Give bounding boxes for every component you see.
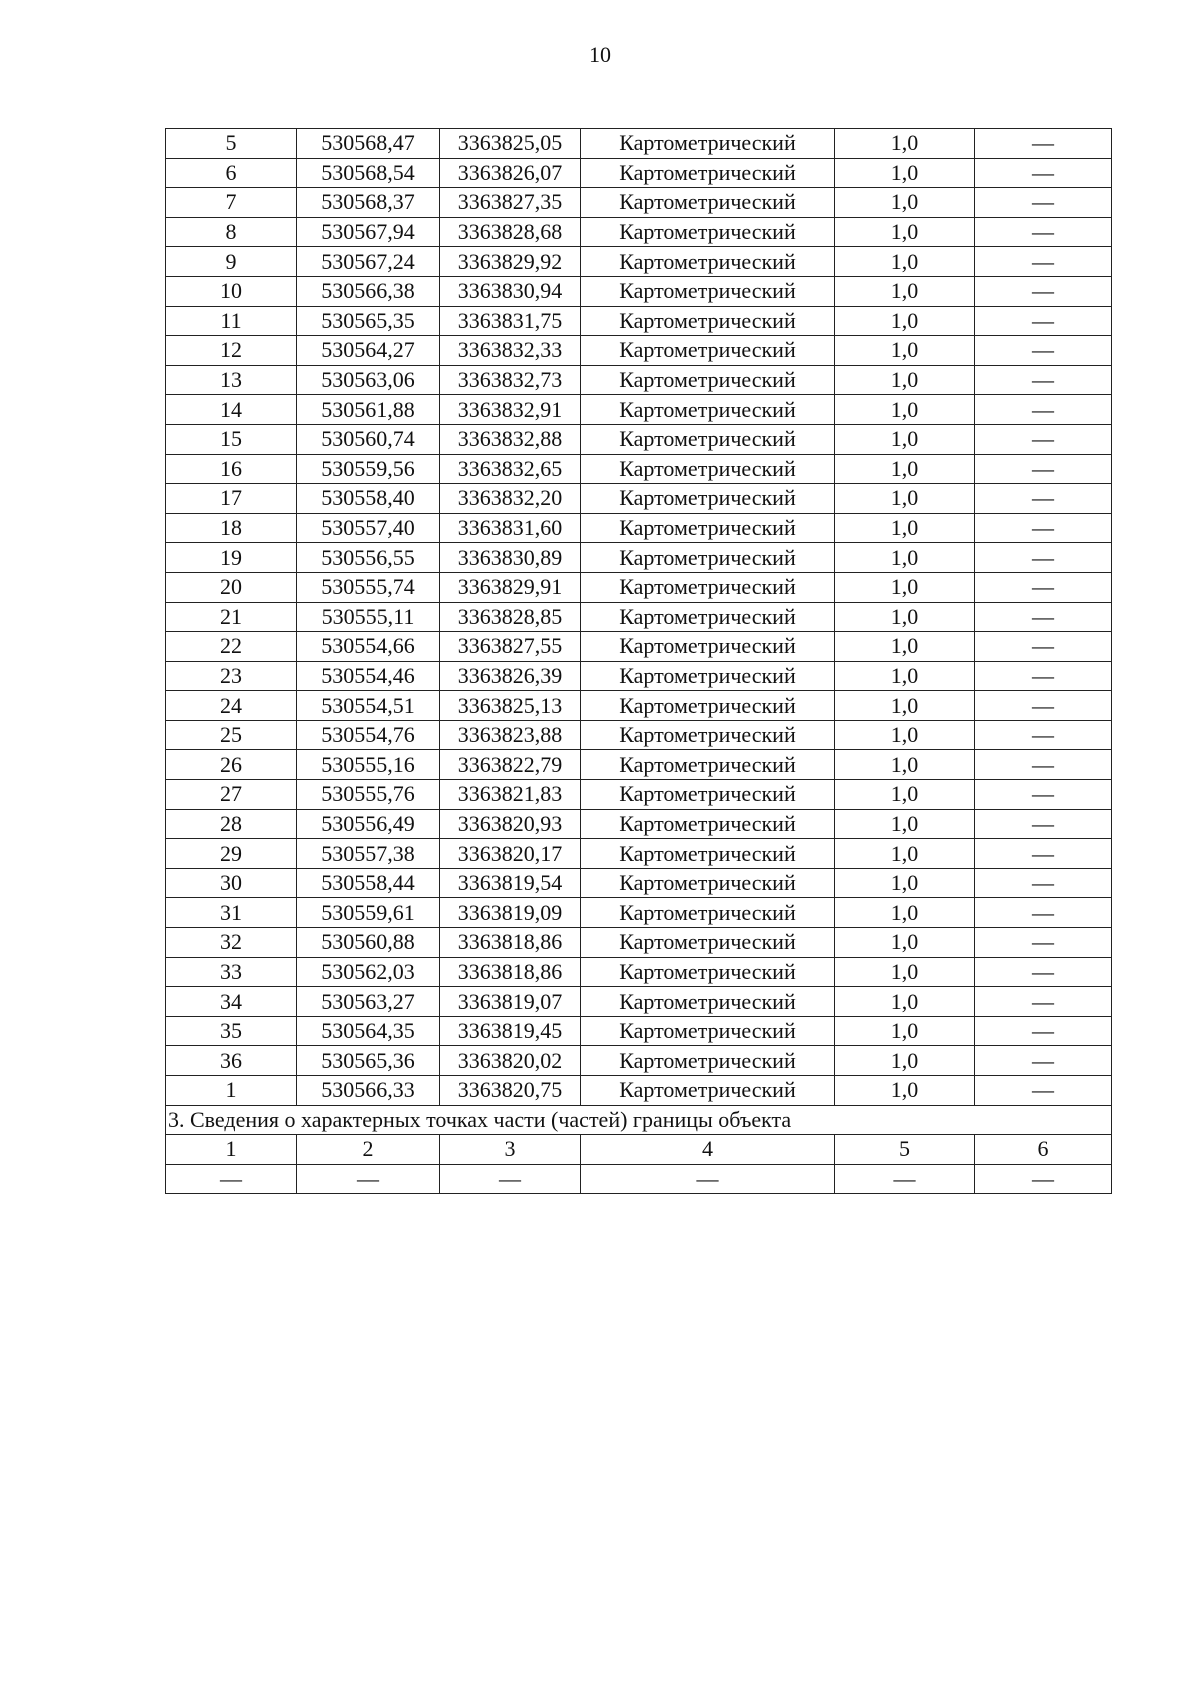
description-cell: — bbox=[975, 158, 1112, 188]
x-coordinate-cell: 530561,88 bbox=[297, 395, 440, 425]
x-coordinate-cell: 530563,27 bbox=[297, 987, 440, 1017]
precision-cell: 1,0 bbox=[835, 957, 975, 987]
y-coordinate-cell: 3363827,55 bbox=[440, 632, 581, 662]
description-cell: — bbox=[975, 336, 1112, 366]
table-row bbox=[166, 898, 1112, 928]
description-cell: — bbox=[975, 365, 1112, 395]
table-row bbox=[166, 780, 1112, 810]
method-cell: Картометрический bbox=[581, 454, 835, 484]
precision-cell: 1,0 bbox=[835, 987, 975, 1017]
description-cell: — bbox=[975, 1076, 1112, 1106]
point-number-cell: 9 bbox=[166, 247, 297, 277]
description-cell: — bbox=[975, 928, 1112, 958]
y-coordinate-cell: 3363820,75 bbox=[440, 1076, 581, 1106]
y-coordinate-cell: 3363826,39 bbox=[440, 661, 581, 691]
precision-cell: 1,0 bbox=[835, 158, 975, 188]
table-row bbox=[166, 809, 1112, 839]
table-row bbox=[166, 158, 1112, 188]
x-coordinate-cell: 530555,76 bbox=[297, 780, 440, 810]
table-row bbox=[166, 188, 1112, 218]
description-cell: — bbox=[975, 513, 1112, 543]
precision-cell: 1,0 bbox=[835, 691, 975, 721]
x-coordinate-cell: 530565,35 bbox=[297, 306, 440, 336]
section3-title: 3. Сведения о характерных точках части (частей) границы объекта bbox=[166, 1105, 1112, 1135]
method-cell: Картометрический bbox=[581, 661, 835, 691]
table-row bbox=[166, 424, 1112, 454]
empty-cell: — bbox=[581, 1164, 835, 1194]
precision-cell: 1,0 bbox=[835, 809, 975, 839]
column-number-cell: 4 bbox=[581, 1135, 835, 1165]
y-coordinate-cell: 3363823,88 bbox=[440, 720, 581, 750]
precision-cell: 1,0 bbox=[835, 750, 975, 780]
point-number-cell: 13 bbox=[166, 365, 297, 395]
precision-cell: 1,0 bbox=[835, 454, 975, 484]
x-coordinate-cell: 530555,11 bbox=[297, 602, 440, 632]
section3-empty-row bbox=[166, 1164, 1112, 1194]
description-cell: — bbox=[975, 750, 1112, 780]
point-number-cell: 6 bbox=[166, 158, 297, 188]
table-row bbox=[166, 336, 1112, 366]
point-number-cell: 12 bbox=[166, 336, 297, 366]
description-cell: — bbox=[975, 454, 1112, 484]
precision-cell: 1,0 bbox=[835, 839, 975, 869]
x-coordinate-cell: 530554,51 bbox=[297, 691, 440, 721]
x-coordinate-cell: 530566,38 bbox=[297, 276, 440, 306]
point-number-cell: 33 bbox=[166, 957, 297, 987]
description-cell: — bbox=[975, 247, 1112, 277]
table-row bbox=[166, 1046, 1112, 1076]
y-coordinate-cell: 3363832,65 bbox=[440, 454, 581, 484]
x-coordinate-cell: 530562,03 bbox=[297, 957, 440, 987]
y-coordinate-cell: 3363818,86 bbox=[440, 957, 581, 987]
y-coordinate-cell: 3363832,20 bbox=[440, 484, 581, 514]
x-coordinate-cell: 530568,47 bbox=[297, 129, 440, 159]
description-cell: — bbox=[975, 720, 1112, 750]
point-number-cell: 19 bbox=[166, 543, 297, 573]
method-cell: Картометрический bbox=[581, 129, 835, 159]
table-row bbox=[166, 395, 1112, 425]
table-row bbox=[166, 691, 1112, 721]
precision-cell: 1,0 bbox=[835, 513, 975, 543]
precision-cell: 1,0 bbox=[835, 1016, 975, 1046]
section3-column-numbers-row bbox=[166, 1135, 1112, 1165]
empty-cell: — bbox=[835, 1164, 975, 1194]
point-number-cell: 16 bbox=[166, 454, 297, 484]
x-coordinate-cell: 530556,55 bbox=[297, 543, 440, 573]
point-number-cell: 30 bbox=[166, 868, 297, 898]
point-number-cell: 27 bbox=[166, 780, 297, 810]
precision-cell: 1,0 bbox=[835, 336, 975, 366]
y-coordinate-cell: 3363822,79 bbox=[440, 750, 581, 780]
y-coordinate-cell: 3363827,35 bbox=[440, 188, 581, 218]
precision-cell: 1,0 bbox=[835, 247, 975, 277]
y-coordinate-cell: 3363829,92 bbox=[440, 247, 581, 277]
point-number-cell: 24 bbox=[166, 691, 297, 721]
x-coordinate-cell: 530563,06 bbox=[297, 365, 440, 395]
empty-cell: — bbox=[440, 1164, 581, 1194]
column-number-cell: 5 bbox=[835, 1135, 975, 1165]
x-coordinate-cell: 530559,61 bbox=[297, 898, 440, 928]
x-coordinate-cell: 530568,37 bbox=[297, 188, 440, 218]
table-row bbox=[166, 217, 1112, 247]
point-number-cell: 11 bbox=[166, 306, 297, 336]
point-number-cell: 34 bbox=[166, 987, 297, 1017]
x-coordinate-cell: 530564,35 bbox=[297, 1016, 440, 1046]
y-coordinate-cell: 3363832,73 bbox=[440, 365, 581, 395]
description-cell: — bbox=[975, 484, 1112, 514]
method-cell: Картометрический bbox=[581, 898, 835, 928]
table-row bbox=[166, 306, 1112, 336]
table-row bbox=[166, 868, 1112, 898]
x-coordinate-cell: 530555,74 bbox=[297, 572, 440, 602]
description-cell: — bbox=[975, 898, 1112, 928]
page-number: 10 bbox=[589, 42, 611, 67]
method-cell: Картометрический bbox=[581, 158, 835, 188]
y-coordinate-cell: 3363819,07 bbox=[440, 987, 581, 1017]
point-number-cell: 1 bbox=[166, 1076, 297, 1106]
point-number-cell: 25 bbox=[166, 720, 297, 750]
point-number-cell: 23 bbox=[166, 661, 297, 691]
method-cell: Картометрический bbox=[581, 602, 835, 632]
y-coordinate-cell: 3363832,91 bbox=[440, 395, 581, 425]
precision-cell: 1,0 bbox=[835, 632, 975, 662]
method-cell: Картометрический bbox=[581, 276, 835, 306]
y-coordinate-cell: 3363832,33 bbox=[440, 336, 581, 366]
table-row bbox=[166, 454, 1112, 484]
point-number-cell: 5 bbox=[166, 129, 297, 159]
empty-cell: — bbox=[166, 1164, 297, 1194]
y-coordinate-cell: 3363831,60 bbox=[440, 513, 581, 543]
table-row bbox=[166, 1016, 1112, 1046]
precision-cell: 1,0 bbox=[835, 129, 975, 159]
table-row bbox=[166, 602, 1112, 632]
description-cell: — bbox=[975, 691, 1112, 721]
point-number-cell: 10 bbox=[166, 276, 297, 306]
x-coordinate-cell: 530567,94 bbox=[297, 217, 440, 247]
y-coordinate-cell: 3363825,05 bbox=[440, 129, 581, 159]
table-row bbox=[166, 720, 1112, 750]
x-coordinate-cell: 530554,46 bbox=[297, 661, 440, 691]
description-cell: — bbox=[975, 572, 1112, 602]
precision-cell: 1,0 bbox=[835, 188, 975, 218]
section3-body bbox=[166, 1105, 1112, 1194]
point-number-cell: 15 bbox=[166, 424, 297, 454]
x-coordinate-cell: 530555,16 bbox=[297, 750, 440, 780]
table-row bbox=[166, 276, 1112, 306]
point-number-cell: 21 bbox=[166, 602, 297, 632]
precision-cell: 1,0 bbox=[835, 928, 975, 958]
description-cell: — bbox=[975, 543, 1112, 573]
precision-cell: 1,0 bbox=[835, 484, 975, 514]
description-cell: — bbox=[975, 780, 1112, 810]
point-number-cell: 36 bbox=[166, 1046, 297, 1076]
point-number-cell: 17 bbox=[166, 484, 297, 514]
points-table-body bbox=[166, 129, 1112, 1106]
table-row bbox=[166, 632, 1112, 662]
description-cell: — bbox=[975, 395, 1112, 425]
precision-cell: 1,0 bbox=[835, 898, 975, 928]
x-coordinate-cell: 530554,76 bbox=[297, 720, 440, 750]
method-cell: Картометрический bbox=[581, 217, 835, 247]
description-cell: — bbox=[975, 424, 1112, 454]
y-coordinate-cell: 3363830,94 bbox=[440, 276, 581, 306]
method-cell: Картометрический bbox=[581, 247, 835, 277]
method-cell: Картометрический bbox=[581, 868, 835, 898]
table-row bbox=[166, 987, 1112, 1017]
x-coordinate-cell: 530560,88 bbox=[297, 928, 440, 958]
table-row bbox=[166, 957, 1112, 987]
y-coordinate-cell: 3363831,75 bbox=[440, 306, 581, 336]
method-cell: Картометрический bbox=[581, 1016, 835, 1046]
description-cell: — bbox=[975, 602, 1112, 632]
description-cell: — bbox=[975, 632, 1112, 662]
y-coordinate-cell: 3363828,85 bbox=[440, 602, 581, 632]
x-coordinate-cell: 530567,24 bbox=[297, 247, 440, 277]
x-coordinate-cell: 530568,54 bbox=[297, 158, 440, 188]
precision-cell: 1,0 bbox=[835, 365, 975, 395]
precision-cell: 1,0 bbox=[835, 276, 975, 306]
precision-cell: 1,0 bbox=[835, 572, 975, 602]
method-cell: Картометрический bbox=[581, 632, 835, 662]
y-coordinate-cell: 3363821,83 bbox=[440, 780, 581, 810]
method-cell: Картометрический bbox=[581, 484, 835, 514]
method-cell: Картометрический bbox=[581, 424, 835, 454]
precision-cell: 1,0 bbox=[835, 424, 975, 454]
method-cell: Картометрический bbox=[581, 839, 835, 869]
x-coordinate-cell: 530558,40 bbox=[297, 484, 440, 514]
description-cell: — bbox=[975, 1016, 1112, 1046]
x-coordinate-cell: 530566,33 bbox=[297, 1076, 440, 1106]
boundary-points-table bbox=[165, 128, 1112, 1194]
point-number-cell: 35 bbox=[166, 1016, 297, 1046]
x-coordinate-cell: 530558,44 bbox=[297, 868, 440, 898]
y-coordinate-cell: 3363818,86 bbox=[440, 928, 581, 958]
point-number-cell: 7 bbox=[166, 188, 297, 218]
x-coordinate-cell: 530557,38 bbox=[297, 839, 440, 869]
table-row bbox=[166, 247, 1112, 277]
y-coordinate-cell: 3363832,88 bbox=[440, 424, 581, 454]
y-coordinate-cell: 3363820,02 bbox=[440, 1046, 581, 1076]
method-cell: Картометрический bbox=[581, 1046, 835, 1076]
precision-cell: 1,0 bbox=[835, 661, 975, 691]
precision-cell: 1,0 bbox=[835, 720, 975, 750]
description-cell: — bbox=[975, 1046, 1112, 1076]
y-coordinate-cell: 3363828,68 bbox=[440, 217, 581, 247]
method-cell: Картометрический bbox=[581, 780, 835, 810]
column-number-cell: 3 bbox=[440, 1135, 581, 1165]
point-number-cell: 20 bbox=[166, 572, 297, 602]
point-number-cell: 18 bbox=[166, 513, 297, 543]
method-cell: Картометрический bbox=[581, 750, 835, 780]
method-cell: Картометрический bbox=[581, 188, 835, 218]
y-coordinate-cell: 3363819,45 bbox=[440, 1016, 581, 1046]
table-row bbox=[166, 484, 1112, 514]
point-number-cell: 14 bbox=[166, 395, 297, 425]
section3-title-row bbox=[166, 1105, 1112, 1135]
empty-cell: — bbox=[297, 1164, 440, 1194]
table-row bbox=[166, 129, 1112, 159]
x-coordinate-cell: 530560,74 bbox=[297, 424, 440, 454]
table-row bbox=[166, 839, 1112, 869]
y-coordinate-cell: 3363826,07 bbox=[440, 158, 581, 188]
method-cell: Картометрический bbox=[581, 928, 835, 958]
description-cell: — bbox=[975, 306, 1112, 336]
table-row bbox=[166, 1076, 1112, 1106]
table-row bbox=[166, 365, 1112, 395]
y-coordinate-cell: 3363825,13 bbox=[440, 691, 581, 721]
table-row bbox=[166, 750, 1112, 780]
point-number-cell: 22 bbox=[166, 632, 297, 662]
point-number-cell: 8 bbox=[166, 217, 297, 247]
method-cell: Картометрический bbox=[581, 513, 835, 543]
method-cell: Картометрический bbox=[581, 691, 835, 721]
method-cell: Картометрический bbox=[581, 306, 835, 336]
point-number-cell: 29 bbox=[166, 839, 297, 869]
precision-cell: 1,0 bbox=[835, 602, 975, 632]
method-cell: Картометрический bbox=[581, 957, 835, 987]
x-coordinate-cell: 530559,56 bbox=[297, 454, 440, 484]
precision-cell: 1,0 bbox=[835, 306, 975, 336]
description-cell: — bbox=[975, 661, 1112, 691]
table-row bbox=[166, 513, 1112, 543]
x-coordinate-cell: 530556,49 bbox=[297, 809, 440, 839]
description-cell: — bbox=[975, 839, 1112, 869]
point-number-cell: 26 bbox=[166, 750, 297, 780]
precision-cell: 1,0 bbox=[835, 780, 975, 810]
x-coordinate-cell: 530564,27 bbox=[297, 336, 440, 366]
x-coordinate-cell: 530554,66 bbox=[297, 632, 440, 662]
y-coordinate-cell: 3363830,89 bbox=[440, 543, 581, 573]
table-row bbox=[166, 543, 1112, 573]
point-number-cell: 31 bbox=[166, 898, 297, 928]
y-coordinate-cell: 3363819,09 bbox=[440, 898, 581, 928]
y-coordinate-cell: 3363819,54 bbox=[440, 868, 581, 898]
precision-cell: 1,0 bbox=[835, 543, 975, 573]
description-cell: — bbox=[975, 129, 1112, 159]
method-cell: Картометрический bbox=[581, 336, 835, 366]
table-row bbox=[166, 928, 1112, 958]
description-cell: — bbox=[975, 868, 1112, 898]
y-coordinate-cell: 3363820,17 bbox=[440, 839, 581, 869]
precision-cell: 1,0 bbox=[835, 1076, 975, 1106]
method-cell: Картометрический bbox=[581, 1076, 835, 1106]
description-cell: — bbox=[975, 217, 1112, 247]
precision-cell: 1,0 bbox=[835, 217, 975, 247]
method-cell: Картометрический bbox=[581, 720, 835, 750]
description-cell: — bbox=[975, 987, 1112, 1017]
empty-cell: — bbox=[975, 1164, 1112, 1194]
table-row bbox=[166, 661, 1112, 691]
column-number-cell: 1 bbox=[166, 1135, 297, 1165]
description-cell: — bbox=[975, 188, 1112, 218]
y-coordinate-cell: 3363829,91 bbox=[440, 572, 581, 602]
column-number-cell: 2 bbox=[297, 1135, 440, 1165]
x-coordinate-cell: 530557,40 bbox=[297, 513, 440, 543]
method-cell: Картометрический bbox=[581, 572, 835, 602]
method-cell: Картометрический bbox=[581, 543, 835, 573]
point-number-cell: 32 bbox=[166, 928, 297, 958]
description-cell: — bbox=[975, 957, 1112, 987]
description-cell: — bbox=[975, 276, 1112, 306]
x-coordinate-cell: 530565,36 bbox=[297, 1046, 440, 1076]
precision-cell: 1,0 bbox=[835, 868, 975, 898]
point-number-cell: 28 bbox=[166, 809, 297, 839]
y-coordinate-cell: 3363820,93 bbox=[440, 809, 581, 839]
method-cell: Картометрический bbox=[581, 809, 835, 839]
table-row bbox=[166, 572, 1112, 602]
precision-cell: 1,0 bbox=[835, 1046, 975, 1076]
method-cell: Картометрический bbox=[581, 365, 835, 395]
method-cell: Картометрический bbox=[581, 395, 835, 425]
description-cell: — bbox=[975, 809, 1112, 839]
column-number-cell: 6 bbox=[975, 1135, 1112, 1165]
method-cell: Картометрический bbox=[581, 987, 835, 1017]
precision-cell: 1,0 bbox=[835, 395, 975, 425]
